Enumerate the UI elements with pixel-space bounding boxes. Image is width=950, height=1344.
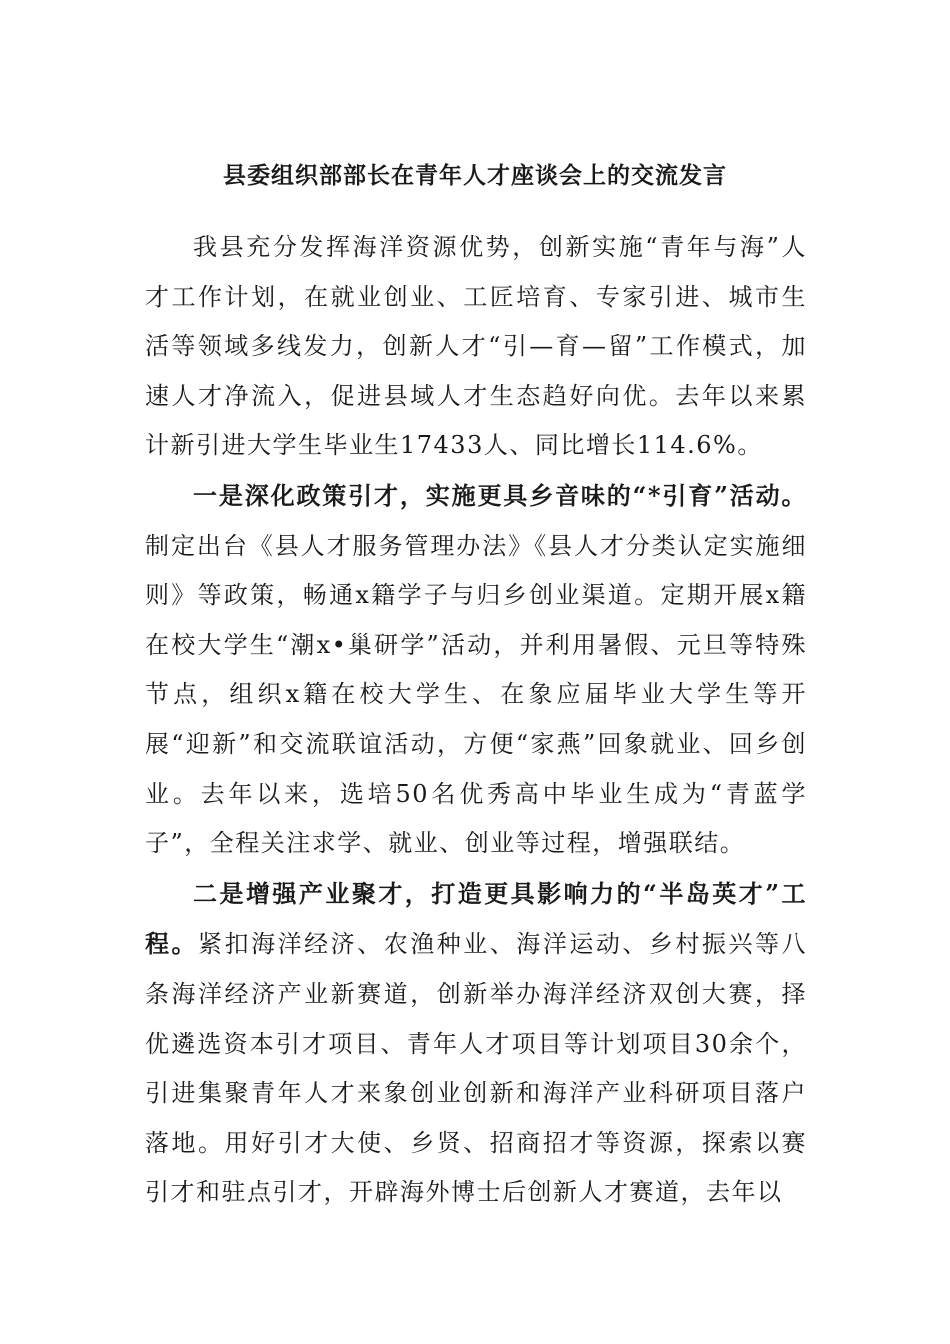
paragraph-lead: 一是深化政策引才，实施更具乡音味的“*引育”活动。 <box>193 480 807 510</box>
paragraph-text: 制定出台《县人才服务管理办法》《县人才分类认定实施细则》等政策，畅通x籍学子与归乡创业渠道。定期开展x籍在校大学生“潮x•巢研学”活动，并利用暑假、元旦等特殊节点，组织x籍在校大学生、在象应届毕业大学生等开展“迎新”和交流联谊活动，方便“家燕”回象就业、回乡创业。去年以来，选培50名优秀高中毕业生成为“青蓝学子”，全程关注求学、就业、创业等过程，增强联结。 <box>145 531 807 858</box>
paragraph-industry <box>145 869 807 1218</box>
paragraph-lead: 二是增强产业聚才，打造更具影响力的“半岛英才”工程。 <box>145 878 807 959</box>
paragraph-intro <box>145 222 807 471</box>
document-body <box>145 222 807 1218</box>
document-title: 县委组织部部长在青年人才座谈会上的交流发言 <box>223 162 727 189</box>
paragraph-text: 我县充分发挥海洋资源优势，创新实施“青年与海”人才工作计划，在就业创业、工匠培育、专家引进、城市生活等领域多线发力，创新人才“引—育—留”工作模式，加速人才净流入，促进县域人才生态趋好向优。去年以来累计新引进大学生毕业生17433人、同比增长114.6%。 <box>145 233 807 460</box>
paragraph-policy <box>145 471 807 869</box>
paragraph-text: 紧扣海洋经济、农渔种业、海洋运动、乡村振兴等八条海洋经济产业新赛道，创新举办海洋经济双创大赛，择优遴选资本引才项目、青年人才项目等计划项目30余个，引进集聚青年人才来象创业创新和海洋产业科研项目落户落地。用好引才大使、乡贤、招商招才等资源，探索以赛引才和驻点引才，开辟海外博士后创新人才赛道，去年以 <box>145 930 808 1207</box>
